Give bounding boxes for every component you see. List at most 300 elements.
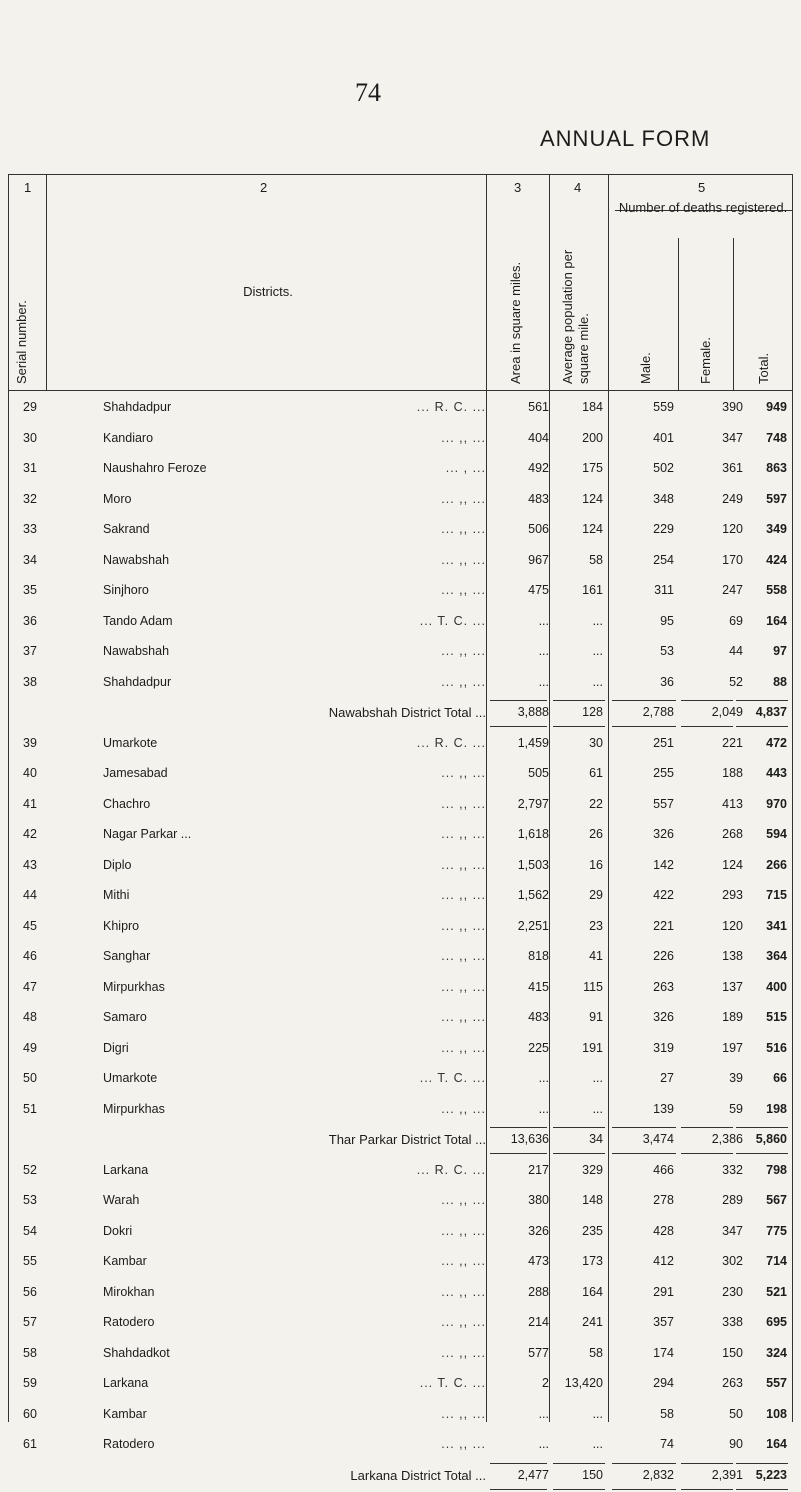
district-cell: Mirokhan: [103, 1284, 155, 1299]
density-header: Average population per square mile.: [560, 249, 591, 384]
male-cell: 559: [653, 400, 674, 414]
female-cell: 302: [722, 1254, 743, 1268]
male-cell: 53: [660, 644, 674, 658]
total-cell: 594: [766, 827, 787, 841]
serial-cell: 32: [23, 491, 37, 506]
header-bottom-rule: [8, 390, 792, 391]
density-cell: 115: [583, 979, 603, 994]
total-cell: 364: [766, 949, 787, 963]
area-cell: ...: [538, 1101, 549, 1116]
female-cell: 170: [722, 552, 743, 567]
circle-cell: ... ,, ...: [441, 430, 486, 445]
district-cell: Sanghar: [103, 949, 151, 963]
female-cell: 90: [729, 1437, 743, 1451]
serial-cell: 53: [23, 1193, 37, 1207]
district-cell: Dokri: [103, 1223, 133, 1238]
table-row: [8, 1431, 792, 1461]
table-row: [8, 516, 792, 546]
total-rule: [553, 1153, 605, 1154]
female-header: Female.: [698, 337, 713, 384]
district-cell: Umarkote: [103, 1071, 158, 1085]
district-cell: Mirpurkhas: [103, 979, 165, 994]
circle-cell: ... R. C. ...: [416, 735, 486, 750]
district-total-row: [8, 699, 792, 729]
table-row: [8, 486, 792, 516]
circle-cell: ... ,, ...: [441, 918, 486, 933]
col-number-3: 3: [514, 180, 522, 195]
male-cell: 401: [653, 430, 674, 445]
area-cell: 492: [528, 461, 549, 475]
area-cell: 380: [528, 1193, 549, 1207]
circle-cell: ... ,, ...: [441, 888, 486, 902]
female-cell: 39: [729, 1071, 743, 1085]
female-cell: 2,391: [711, 1467, 743, 1482]
area-cell: 214: [528, 1315, 549, 1329]
serial-cell: 61: [23, 1437, 37, 1451]
area-cell: 483: [528, 1010, 549, 1024]
male-cell: 311: [654, 583, 674, 597]
density-cell: 184: [582, 400, 603, 414]
density-cell: ...: [592, 1406, 603, 1421]
male-cell: 255: [653, 766, 674, 780]
circle-cell: ... ,, ...: [441, 949, 486, 963]
district-cell: Warah: [103, 1193, 140, 1207]
density-cell: ...: [592, 1071, 603, 1085]
female-cell: 338: [722, 1315, 743, 1329]
male-cell: 348: [653, 491, 674, 506]
density-cell: 22: [589, 796, 603, 811]
district-cell: Nagar Parkar ...: [103, 827, 192, 841]
total-rule: [490, 1489, 547, 1490]
density-cell: 148: [582, 1193, 603, 1207]
total-cell: 521: [766, 1284, 787, 1299]
total-cell: 400: [766, 979, 787, 994]
female-cell: 263: [722, 1376, 743, 1390]
total-rule: [490, 1463, 547, 1464]
female-cell: 137: [722, 979, 743, 994]
density-cell: 124: [582, 491, 603, 506]
table-row: [8, 394, 792, 424]
table-row: [8, 1004, 792, 1034]
total-rule: [490, 1127, 547, 1128]
serial-cell: 50: [23, 1071, 37, 1085]
total-rule: [681, 1489, 733, 1490]
density-cell: 58: [589, 552, 603, 567]
area-cell: 475: [528, 583, 549, 597]
serial-cell: 55: [23, 1254, 37, 1268]
density-cell: ...: [592, 644, 603, 658]
serial-cell: 37: [23, 644, 37, 658]
total-rule: [736, 1153, 788, 1154]
district-cell: Ratodero: [103, 1315, 155, 1329]
deaths-table: [8, 174, 792, 1483]
total-rule: [553, 1489, 605, 1490]
density-cell: 241: [582, 1315, 603, 1329]
area-cell: 561: [528, 400, 549, 414]
table-row: [8, 669, 792, 699]
total-cell: 472: [766, 735, 787, 750]
area-cell: 2: [542, 1376, 549, 1390]
serial-cell: 56: [23, 1284, 37, 1299]
total-cell: 324: [766, 1345, 787, 1360]
area-cell: 818: [528, 949, 549, 963]
serial-cell: 44: [23, 888, 37, 902]
area-cell: 967: [528, 552, 549, 567]
district-cell: Moro: [103, 491, 132, 506]
male-cell: 36: [660, 674, 674, 689]
total-cell: 5,223: [755, 1467, 787, 1482]
area-cell: 404: [528, 430, 549, 445]
female-cell: 249: [722, 491, 743, 506]
male-cell: 226: [653, 949, 674, 963]
area-cell: 225: [528, 1040, 549, 1055]
density-cell: 161: [582, 583, 603, 597]
serial-cell: 43: [23, 857, 37, 872]
female-cell: 268: [722, 827, 743, 841]
female-cell: 50: [729, 1406, 743, 1421]
circle-cell: ... , ...: [445, 461, 486, 475]
total-cell: 567: [766, 1193, 787, 1207]
table-row: [8, 1248, 792, 1278]
female-cell: 221: [722, 735, 743, 750]
male-cell: 95: [660, 613, 674, 628]
table-row: [8, 760, 792, 790]
district-cell: Diplo: [103, 857, 132, 872]
total-rule: [736, 726, 788, 727]
serial-cell: 58: [23, 1345, 37, 1360]
total-cell: 349: [766, 522, 787, 536]
serial-cell: 59: [23, 1376, 37, 1390]
total-cell: 97: [773, 644, 787, 658]
male-cell: 2,832: [642, 1467, 674, 1482]
female-cell: 189: [722, 1010, 743, 1024]
serial-cell: 60: [23, 1406, 37, 1421]
table-row: [8, 425, 792, 455]
circle-cell: ... ,, ...: [441, 1284, 486, 1299]
total-cell: 424: [766, 552, 787, 567]
circle-cell: ... ,, ...: [441, 1010, 486, 1024]
circle-cell: ... T. C. ...: [419, 613, 486, 628]
district-cell: Shahdadkot: [103, 1345, 170, 1360]
male-cell: 251: [653, 735, 674, 750]
male-cell: 428: [653, 1223, 674, 1238]
serial-cell: 33: [23, 522, 37, 536]
female-cell: 197: [722, 1040, 743, 1055]
area-cell: 505: [528, 766, 549, 780]
female-cell: 2,386: [711, 1132, 743, 1146]
male-cell: 142: [653, 857, 674, 872]
district-cell: Shahdadpur: [103, 674, 172, 689]
total-cell: 970: [766, 796, 787, 811]
density-cell: 329: [582, 1162, 603, 1177]
female-cell: 390: [722, 400, 743, 414]
district-total-row: [8, 1462, 792, 1492]
circle-cell: ... ,, ...: [441, 522, 486, 536]
density-cell: 16: [589, 857, 603, 872]
female-col-divider: [733, 238, 734, 390]
table-row: [8, 791, 792, 821]
district-cell: Khipro: [103, 918, 140, 933]
density-cell: 13,420: [564, 1376, 603, 1390]
district-cell: Shahdadpur: [103, 400, 172, 414]
serial-cell: 52: [23, 1162, 37, 1177]
district-cell: Mithi: [103, 888, 130, 902]
district-cell: Larkana: [103, 1376, 149, 1390]
table-row: [8, 1401, 792, 1431]
total-cell: 714: [766, 1254, 787, 1268]
serial-cell: 38: [23, 674, 37, 689]
male-cell: 27: [660, 1071, 674, 1085]
area-cell: ...: [538, 1437, 549, 1451]
total-cell: 198: [766, 1101, 787, 1116]
female-cell: 413: [722, 796, 743, 811]
circle-cell: ... T. C. ...: [419, 1376, 486, 1390]
total-cell: 266: [766, 857, 787, 872]
total-cell: 443: [766, 766, 787, 780]
area-cell: ...: [538, 1406, 549, 1421]
serial-cell: 47: [23, 979, 37, 994]
district-cell: Larkana: [103, 1162, 149, 1177]
female-cell: 247: [722, 583, 743, 597]
male-cell: 422: [653, 888, 674, 902]
area-header: Area in square miles.: [508, 261, 523, 384]
female-cell: 347: [722, 1223, 743, 1238]
serial-cell: 30: [23, 430, 37, 445]
total-rule: [612, 726, 676, 727]
male-cell: 502: [653, 461, 674, 475]
total-rule: [681, 726, 733, 727]
circle-cell: ... ,, ...: [441, 491, 486, 506]
serial-cell: 45: [23, 918, 37, 933]
male-cell: 58: [660, 1406, 674, 1421]
table-row: [8, 1279, 792, 1309]
area-cell: ...: [538, 674, 549, 689]
serial-header: Serial number.: [14, 300, 29, 384]
total-rule: [681, 1153, 733, 1154]
male-cell: 357: [653, 1315, 674, 1329]
density-cell: 124: [582, 522, 603, 536]
district-cell: Kambar: [103, 1406, 147, 1421]
serial-cell: 54: [23, 1223, 37, 1238]
total-rule: [612, 1153, 676, 1154]
serial-cell: 35: [23, 583, 37, 597]
male-cell: 2,788: [642, 705, 674, 719]
table-row: [8, 1157, 792, 1187]
female-cell: 120: [722, 522, 743, 536]
female-cell: 293: [722, 888, 743, 902]
male-cell: 263: [653, 979, 674, 994]
area-cell: 2,251: [517, 918, 549, 933]
total-cell: 516: [766, 1040, 787, 1055]
female-cell: 69: [729, 613, 743, 628]
circle-cell: ... T. C. ...: [419, 1071, 486, 1085]
circle-cell: ... ,, ...: [441, 1223, 486, 1238]
area-cell: 1,618: [517, 827, 549, 841]
area-cell: 217: [528, 1162, 549, 1177]
district-cell: Chachro: [103, 796, 151, 811]
area-cell: 1,562: [517, 888, 549, 902]
table-right-border: [792, 174, 793, 1422]
density-cell: 200: [582, 430, 603, 445]
total-rule: [736, 1489, 788, 1490]
col-number-2: 2: [260, 180, 268, 195]
density-cell: 34: [589, 1132, 603, 1146]
total-cell: 164: [766, 1437, 787, 1451]
area-cell: 2,477: [517, 1467, 549, 1482]
female-cell: 59: [729, 1101, 743, 1116]
area-cell: 3,888: [517, 705, 549, 719]
table-row: [8, 1309, 792, 1339]
density-cell: 175: [582, 461, 603, 475]
serial-cell: 31: [23, 461, 37, 475]
table-row: [8, 608, 792, 638]
circle-cell: ... ,, ...: [441, 1437, 486, 1451]
density-cell: 30: [589, 735, 603, 750]
page-title: ANNUAL FORM: [540, 126, 711, 151]
district-cell: Naushahro Feroze: [103, 461, 207, 475]
table-row: [8, 1187, 792, 1217]
density-cell: ...: [592, 613, 603, 628]
density-cell: 150: [582, 1467, 603, 1482]
male-cell: 254: [653, 552, 674, 567]
total-rule: [553, 726, 605, 727]
total-rule: [490, 700, 547, 701]
circle-cell: ... ,, ...: [441, 1254, 486, 1268]
total-cell: 108: [766, 1406, 787, 1421]
table-row: [8, 882, 792, 912]
total-cell: 558: [766, 583, 787, 597]
district-total-row: [8, 1126, 792, 1156]
circle-cell: ... ,, ...: [441, 766, 486, 780]
area-cell: 13,636: [510, 1132, 549, 1146]
density-cell: 164: [582, 1284, 603, 1299]
total-rule: [612, 700, 676, 701]
density-cell: 235: [582, 1223, 603, 1238]
table-row: [8, 821, 792, 851]
total-cell: 863: [766, 461, 787, 475]
circle-cell: ... ,, ...: [441, 979, 486, 994]
male-cell: 291: [653, 1284, 674, 1299]
table-top-rule-double: [8, 174, 792, 175]
table-row: [8, 1035, 792, 1065]
district-cell: Jamesabad: [103, 766, 168, 780]
col-number-4: 4: [574, 180, 582, 195]
total-label: Nawabshah District Total ...: [328, 705, 486, 720]
serial-cell: 46: [23, 949, 37, 963]
male-cell: 326: [653, 827, 674, 841]
total-rule: [612, 1489, 676, 1490]
district-cell: Ratodero: [103, 1437, 155, 1451]
table-row: [8, 913, 792, 943]
serial-cell: 29: [23, 400, 37, 414]
area-cell: ...: [538, 1071, 549, 1085]
serial-cell: 36: [23, 613, 37, 628]
serial-cell: 41: [23, 796, 37, 811]
table-row: [8, 1218, 792, 1248]
density-cell: 128: [582, 705, 603, 719]
female-cell: 150: [722, 1345, 743, 1360]
male-header: Male.: [638, 352, 653, 384]
total-rule: [736, 1127, 788, 1128]
total-rule: [681, 1463, 733, 1464]
density-cell: 61: [589, 766, 603, 780]
total-rule: [612, 1127, 676, 1128]
total-rule: [681, 700, 733, 701]
male-cell: 221: [653, 918, 674, 933]
female-cell: 2,049: [711, 705, 743, 719]
circle-cell: ... ,, ...: [441, 827, 486, 841]
total-rule: [612, 1463, 676, 1464]
deaths-group-header: Number of deaths registered.: [618, 200, 788, 215]
total-rule: [553, 700, 605, 701]
circle-cell: ... ,, ...: [441, 1193, 486, 1207]
total-rule: [736, 1463, 788, 1464]
total-cell: 88: [773, 674, 787, 689]
male-cell: 412: [653, 1254, 674, 1268]
total-cell: 949: [766, 400, 787, 414]
total-cell: 715: [766, 888, 787, 902]
serial-cell: 40: [23, 766, 37, 780]
circle-cell: ... ,, ...: [441, 1040, 486, 1055]
female-cell: 52: [729, 674, 743, 689]
table-row: [8, 943, 792, 973]
female-cell: 138: [722, 949, 743, 963]
male-cell: 174: [653, 1345, 674, 1360]
circle-cell: ... ,, ...: [441, 1345, 486, 1360]
circle-cell: ... ,, ...: [441, 1315, 486, 1329]
table-row: [8, 1096, 792, 1126]
district-cell: Digri: [103, 1040, 129, 1055]
density-cell: ...: [592, 674, 603, 689]
area-cell: 1,503: [517, 857, 549, 872]
area-cell: 326: [528, 1223, 549, 1238]
district-cell: Samaro: [103, 1010, 147, 1024]
district-cell: Sinjhoro: [103, 583, 149, 597]
female-cell: 347: [722, 430, 743, 445]
table-row: [8, 974, 792, 1004]
serial-cell: 51: [23, 1101, 37, 1116]
table-row: [8, 1370, 792, 1400]
total-rule: [681, 1127, 733, 1128]
male-cell: 557: [653, 796, 674, 811]
total-cell: 515: [766, 1010, 787, 1024]
total-cell: 695: [766, 1315, 787, 1329]
total-rule: [553, 1127, 605, 1128]
col-number-5: 5: [698, 180, 706, 195]
total-cell: 341: [766, 918, 787, 933]
total-cell: 775: [766, 1223, 787, 1238]
circle-cell: ... ,, ...: [441, 674, 486, 689]
total-cell: 557: [766, 1376, 787, 1390]
density-cell: ...: [592, 1437, 603, 1451]
male-cell: 74: [660, 1437, 674, 1451]
area-cell: 577: [528, 1345, 549, 1360]
density-cell: 173: [582, 1254, 603, 1268]
serial-cell: 42: [23, 827, 37, 841]
area-cell: 2,797: [517, 796, 549, 811]
density-cell: 191: [582, 1040, 603, 1055]
total-cell: 164: [766, 613, 787, 628]
total-rule: [490, 1153, 547, 1154]
district-cell: Kandiaro: [103, 430, 154, 445]
table-row: [8, 852, 792, 882]
serial-cell: 34: [23, 552, 37, 567]
total-cell: 748: [766, 430, 787, 445]
total-cell: 4,837: [755, 705, 787, 719]
area-cell: 1,459: [517, 735, 549, 750]
district-cell: Sakrand: [103, 522, 150, 536]
district-cell: Nawabshah: [103, 644, 170, 658]
